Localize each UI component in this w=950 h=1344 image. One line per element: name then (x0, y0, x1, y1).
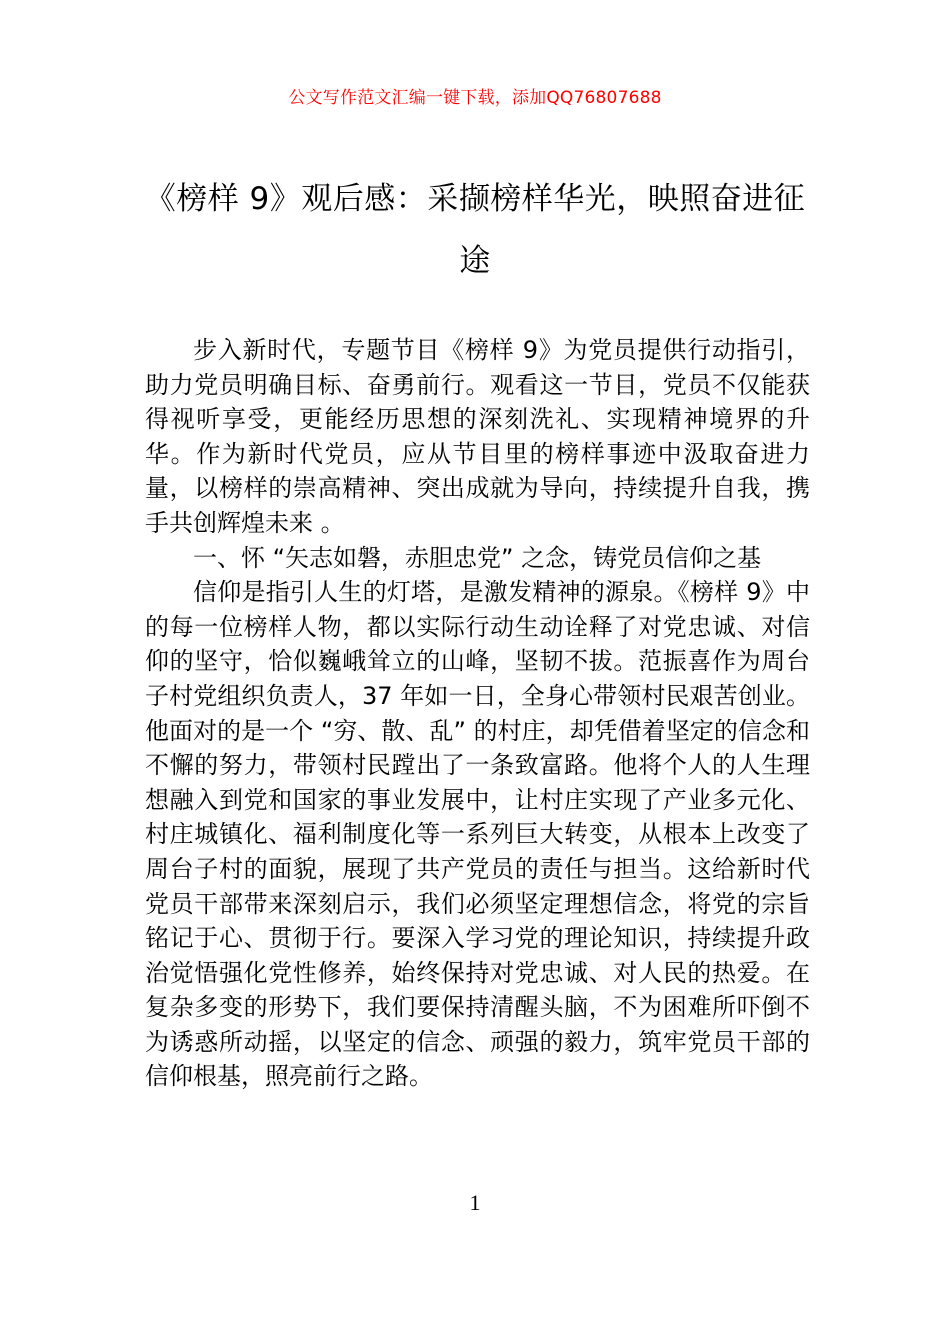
section-heading: 一、怀 “矢志如磐，赤胆忠党” 之念，铸党员信仰之基 (193, 543, 762, 572)
body-paragraph: 信仰是指引人生的灯塔，是激发精神的源泉。《榜样 9》中的每一位榜样人物，都以实际行动生动诠释了对党忠诚、对信仰的坚守，恰似巍峨耸立的山峰，坚韧不拔。范振喜作为周台子村党组织负责人，37 年如一日，全身心带领村民艰苦创业。他面对的是一个 “穷、散、乱” 的村庄，却凭借着坚定的信念和不懈的努力，带领村民蹚出了一条致富路。他将个人的人生理想融入到党和国家的事业发展中，让村庄实现了产业多元化、村庄城镇化、福利制度化等一系列巨大转变，从根本上改变了周台子村的面貌，展现了共产党员的责任与担当。这给新时代党员干部带来深刻启示，我们必须坚定理想信念，将党的宗旨铭记于心、贯彻于行。要深入学习党的理论知识，持续提升政治觉悟强化党性修养，始终保持对党忠诚、对人民的热爱。在复杂多变的形势下，我们要保持清醒头脑，不为困难所吓倒不为诱惑所动摇，以坚定的信念、顽强的毅力，筑牢党员干部的信仰根基，照亮前行之路。 (145, 578, 810, 1091)
page-number: 1 (469, 1190, 481, 1215)
document-title: 《榜样 9》观后感：采撷榜样华光，映照奋进征途 (144, 181, 806, 279)
document-body (145, 333, 810, 1094)
download-promo-note: 公文写作范文汇编一键下载，添加QQ76807688 (288, 88, 662, 108)
intro-paragraph: 步入新时代，专题节目《榜样 9》为党员提供行动指引，助力党员明确目标、奋勇前行。观看这一节目，党员不仅能获得视听享受，更能经历思想的深刻洗礼、实现精神境界的升华。作为新时代党员，应从节目里的榜样事迹中汲取奋进力量，以榜样的崇高精神、突出成就为导向，持续提升自我，携手共创辉煌未来 。 (145, 336, 810, 537)
